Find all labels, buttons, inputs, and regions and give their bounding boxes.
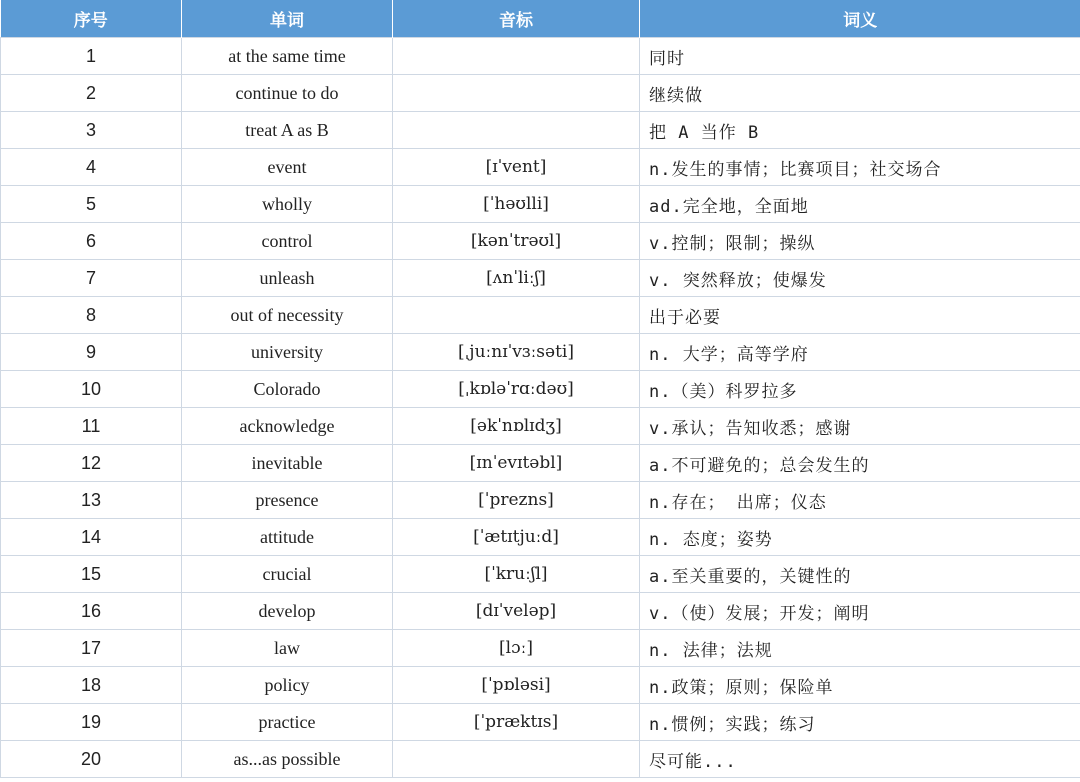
- word-cell: out of necessity: [182, 297, 393, 334]
- word-cell: crucial: [182, 556, 393, 593]
- table-row: [1, 112, 1080, 149]
- table-row: [1, 593, 1080, 630]
- index-cell: 1: [1, 38, 182, 75]
- phonetic-cell: [ˈkruːʃl]: [393, 556, 640, 593]
- table-body: [1, 38, 1080, 778]
- meaning-cell: a.不可避免的；总会发生的: [640, 445, 1080, 482]
- phonetic-cell: [393, 741, 640, 778]
- word-cell: control: [182, 223, 393, 260]
- phonetic-cell: [ˌjuːnɪˈvɜːsəti]: [393, 334, 640, 371]
- meaning-cell: n.惯例；实践；练习: [640, 704, 1080, 741]
- phonetic-cell: [393, 75, 640, 112]
- meaning-cell: n. 态度；姿势: [640, 519, 1080, 556]
- phonetic-cell: [ˈpræktɪs]: [393, 704, 640, 741]
- meaning-cell: 同时: [640, 38, 1080, 75]
- meaning-cell: v.承认；告知收悉；感谢: [640, 408, 1080, 445]
- table-row: [1, 260, 1080, 297]
- index-cell: 5: [1, 186, 182, 223]
- meaning-cell: 把 A 当作 B: [640, 112, 1080, 149]
- word-cell: law: [182, 630, 393, 667]
- index-cell: 8: [1, 297, 182, 334]
- meaning-cell: n. 大学；高等学府: [640, 334, 1080, 371]
- word-cell: acknowledge: [182, 408, 393, 445]
- table-row: [1, 297, 1080, 334]
- header-meaning: 词义: [640, 0, 1080, 38]
- phonetic-cell: [kənˈtrəʊl]: [393, 223, 640, 260]
- meaning-cell: n.政策；原则；保险单: [640, 667, 1080, 704]
- word-cell: policy: [182, 667, 393, 704]
- header-index: 序号: [1, 0, 182, 38]
- word-cell: practice: [182, 704, 393, 741]
- word-cell: treat A as B: [182, 112, 393, 149]
- meaning-cell: a.至关重要的，关键性的: [640, 556, 1080, 593]
- phonetic-cell: [ˌkɒləˈrɑːdəʊ]: [393, 371, 640, 408]
- phonetic-cell: [393, 112, 640, 149]
- word-cell: inevitable: [182, 445, 393, 482]
- word-cell: develop: [182, 593, 393, 630]
- phonetic-cell: [ɪnˈevɪtəbl]: [393, 445, 640, 482]
- word-cell: Colorado: [182, 371, 393, 408]
- index-cell: 20: [1, 741, 182, 778]
- meaning-cell: 尽可能...: [640, 741, 1080, 778]
- meaning-cell: v. 突然释放；使爆发: [640, 260, 1080, 297]
- word-cell: as...as possible: [182, 741, 393, 778]
- meaning-cell: n.发生的事情；比赛项目；社交场合: [640, 149, 1080, 186]
- meaning-cell: 继续做: [640, 75, 1080, 112]
- phonetic-cell: [ˈpɒləsi]: [393, 667, 640, 704]
- index-cell: 13: [1, 482, 182, 519]
- word-cell: attitude: [182, 519, 393, 556]
- header-phonetic: 音标: [393, 0, 640, 38]
- phonetic-cell: [ʌnˈliːʃ]: [393, 260, 640, 297]
- header-row: [1, 0, 1080, 38]
- phonetic-cell: [393, 297, 640, 334]
- index-cell: 9: [1, 334, 182, 371]
- meaning-cell: n.存在； 出席；仪态: [640, 482, 1080, 519]
- phonetic-cell: [dɪˈveləp]: [393, 593, 640, 630]
- meaning-cell: 出于必要: [640, 297, 1080, 334]
- table-header: [1, 0, 1080, 38]
- index-cell: 14: [1, 519, 182, 556]
- table-row: [1, 408, 1080, 445]
- table-row: [1, 223, 1080, 260]
- word-cell: continue to do: [182, 75, 393, 112]
- index-cell: 6: [1, 223, 182, 260]
- table-row: [1, 482, 1080, 519]
- table-row: [1, 519, 1080, 556]
- table-row: [1, 186, 1080, 223]
- index-cell: 7: [1, 260, 182, 297]
- index-cell: 17: [1, 630, 182, 667]
- index-cell: 3: [1, 112, 182, 149]
- table-row: [1, 741, 1080, 778]
- word-cell: at the same time: [182, 38, 393, 75]
- table-row: [1, 630, 1080, 667]
- word-cell: presence: [182, 482, 393, 519]
- table-row: [1, 371, 1080, 408]
- meaning-cell: v.（使）发展；开发；阐明: [640, 593, 1080, 630]
- index-cell: 19: [1, 704, 182, 741]
- word-cell: event: [182, 149, 393, 186]
- index-cell: 12: [1, 445, 182, 482]
- index-cell: 11: [1, 408, 182, 445]
- meaning-cell: n.（美）科罗拉多: [640, 371, 1080, 408]
- index-cell: 4: [1, 149, 182, 186]
- phonetic-cell: [lɔː]: [393, 630, 640, 667]
- word-cell: unleash: [182, 260, 393, 297]
- table-row: [1, 445, 1080, 482]
- index-cell: 10: [1, 371, 182, 408]
- index-cell: 15: [1, 556, 182, 593]
- word-cell: wholly: [182, 186, 393, 223]
- phonetic-cell: [ˈprezns]: [393, 482, 640, 519]
- index-cell: 16: [1, 593, 182, 630]
- table-row: [1, 149, 1080, 186]
- table-row: [1, 334, 1080, 371]
- word-cell: university: [182, 334, 393, 371]
- phonetic-cell: [ˈætɪtjuːd]: [393, 519, 640, 556]
- index-cell: 18: [1, 667, 182, 704]
- phonetic-cell: [ɪˈvent]: [393, 149, 640, 186]
- meaning-cell: ad.完全地，全面地: [640, 186, 1080, 223]
- table-row: [1, 704, 1080, 741]
- meaning-cell: n. 法律；法规: [640, 630, 1080, 667]
- phonetic-cell: [ˈhəʊlli]: [393, 186, 640, 223]
- phonetic-cell: [əkˈnɒlɪdʒ]: [393, 408, 640, 445]
- header-word: 单词: [182, 0, 393, 38]
- phonetic-cell: [393, 38, 640, 75]
- table-row: [1, 667, 1080, 704]
- table-row: [1, 556, 1080, 593]
- table-row: [1, 75, 1080, 112]
- table-row: [1, 38, 1080, 75]
- index-cell: 2: [1, 75, 182, 112]
- meaning-cell: v.控制；限制；操纵: [640, 223, 1080, 260]
